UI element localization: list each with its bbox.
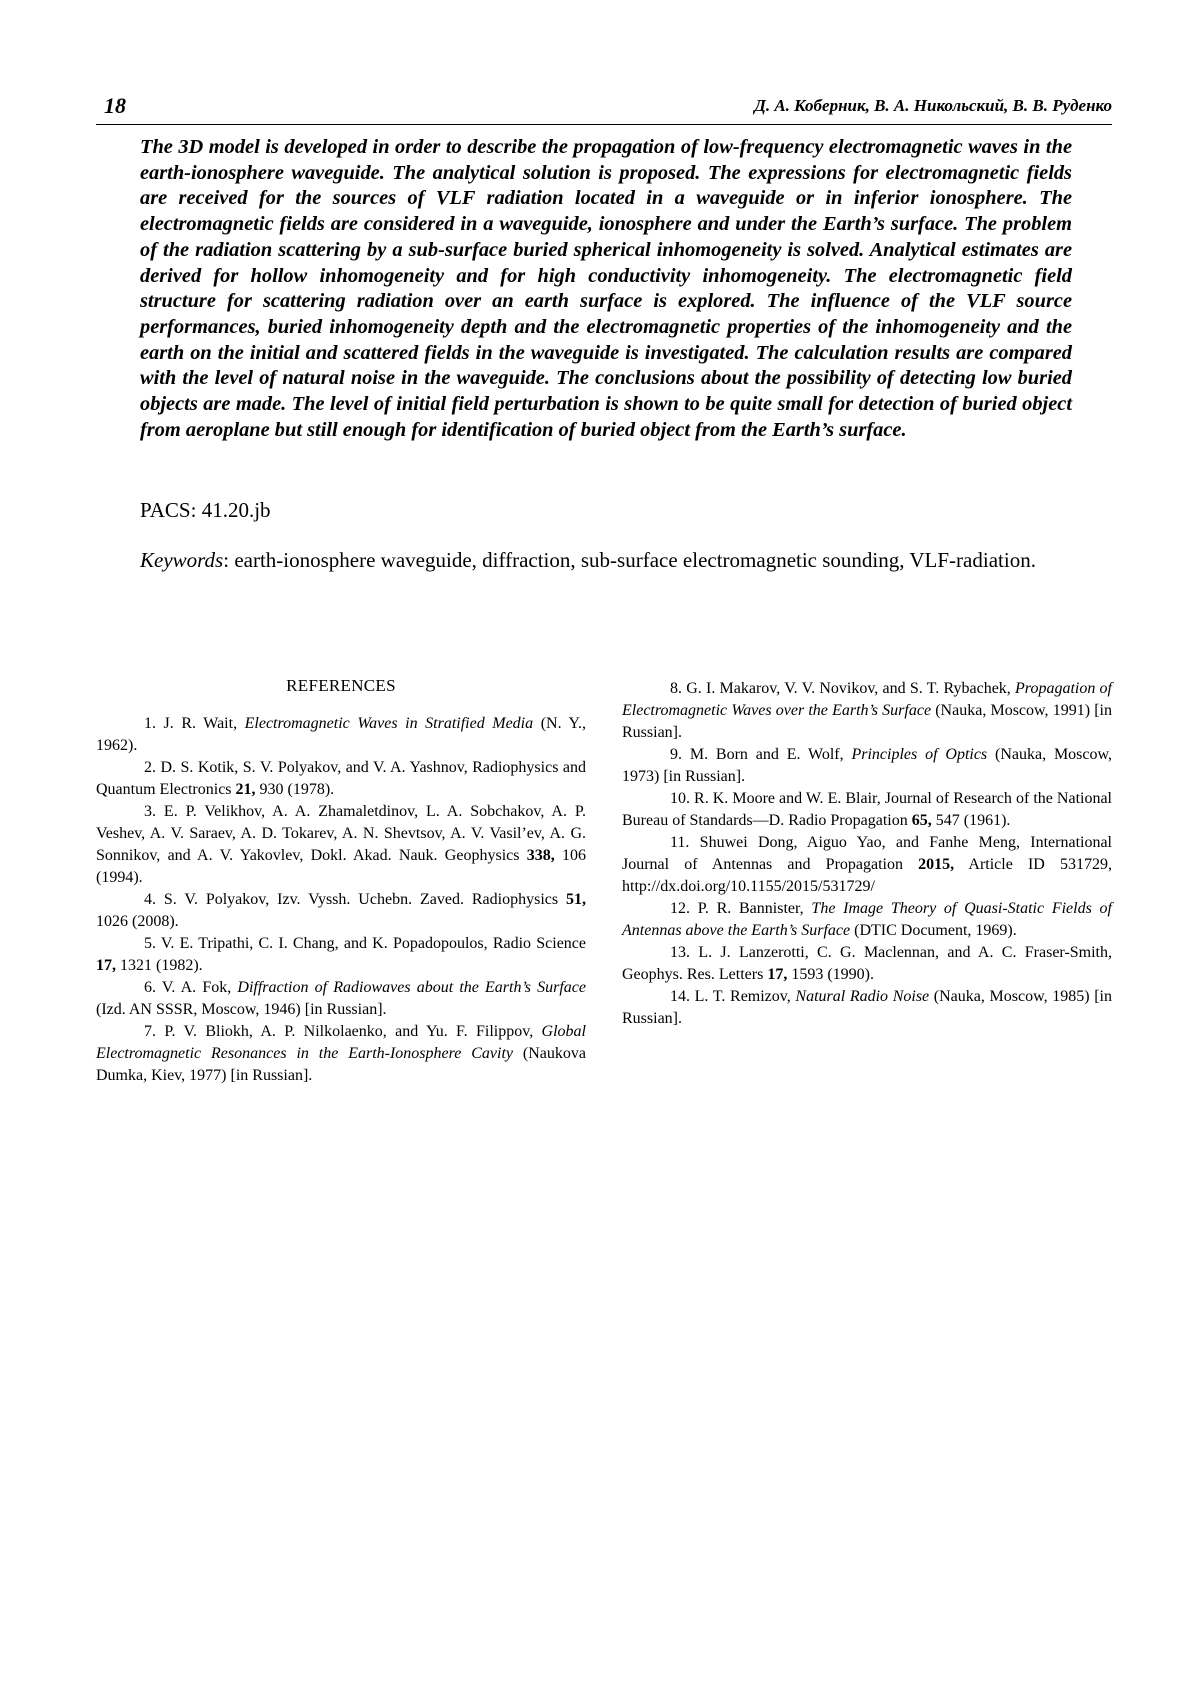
reference-item <box>622 678 1112 744</box>
references-column-left <box>96 675 586 1087</box>
reference-text: Article ID 531729, http://dx.doi.org/10.1155/2015/531729/ <box>622 856 1113 895</box>
reference-text: 4. S. V. Polyakov, Izv. Vyssh. Uchebn. Zaved. Radiophysics <box>144 891 566 908</box>
keywords-label: Keywords <box>140 548 224 572</box>
reference-item <box>96 933 586 977</box>
reference-text: (N. Y., 1962). <box>96 715 587 754</box>
reference-text: 1321 (1982). <box>116 957 203 974</box>
keywords <box>140 547 1072 573</box>
references-column-right <box>622 678 1112 1030</box>
reference-item <box>96 713 586 757</box>
running-header <box>96 90 1112 125</box>
reference-text: (DTIC Document, 1969). <box>850 922 1017 939</box>
reference-text: 10. R. K. Moore and W. E. Blair, Journal of Research of the National Bureau of Standards—D. Radio Propagation <box>622 790 1112 829</box>
reference-text: 12. P. R. Bannister, <box>670 900 812 917</box>
reference-title: The Image Theory of Quasi-Static Fields of Antennas above the Earth’s Surface <box>622 900 1113 939</box>
reference-volume: 65, <box>911 812 932 829</box>
reference-title: Diffraction of Radiowaves about the Earth’s Surface <box>237 979 586 996</box>
reference-item <box>96 889 586 933</box>
reference-title: Electromagnetic Waves in Stratified Media <box>244 715 534 732</box>
reference-text: 1. J. R. Wait, <box>144 715 245 732</box>
reference-text: (Nauka, Moscow, 1985) [in Russian]. <box>622 988 1112 1027</box>
reference-text: 5. V. E. Tripathi, C. I. Chang, and K. Popadopoulos, Radio Science <box>144 935 586 952</box>
header-authors: Д. А. Коберник, В. А. Никольский, В. В. Руденко <box>754 96 1112 115</box>
reference-text: 13. L. J. Lanzerotti, C. G. Maclennan, and A. C. Fraser-Smith, Geophys. Res. Letters <box>622 944 1112 983</box>
reference-volume: 51, <box>566 891 586 908</box>
reference-text: 106 (1994). <box>96 847 586 886</box>
reference-item <box>96 801 586 889</box>
page-number: 18 <box>104 93 126 118</box>
reference-text: 6. V. A. Fok, <box>144 979 238 996</box>
reference-volume: 338, <box>526 847 555 864</box>
reference-item <box>622 942 1112 986</box>
reference-item <box>96 1021 586 1087</box>
reference-text: 1593 (1990). <box>787 966 874 983</box>
reference-item <box>96 977 586 1021</box>
reference-item <box>96 757 586 801</box>
reference-title: Natural Radio Noise <box>795 988 930 1005</box>
reference-item <box>622 788 1112 832</box>
reference-text: 14. L. T. Remizov, <box>670 988 796 1005</box>
reference-item <box>622 744 1112 788</box>
abstract: The 3D model is developed in order to describe the propagation of low-frequency electromagnetic waves in the earth-ionosphere waveguide. The analytical solution is proposed. The expressions for electromagnetic fields are received for the sources of VLF radiation located in a waveguide or in inferior ionosphere. The electromagnetic fields are considered in a waveguide, ionosphere and under the Earth’s surface. The problem of the radiation scattering by a sub-surface buried spherical inhomogeneity is solved. Analytical estimates are derived for hollow inhomogeneity and for high conductivity inhomogeneity. The electromagnetic field structure for scattering radiation over an earth surface is explored. The influence of the VLF source performances, buried inhomogeneity depth and the electromagnetic properties of the inhomogeneity and the earth on the initial and scattered fields in the waveguide is investigated. The calculation results are compared with the level of natural noise in the waveguide. The conclusions about the possibility of detecting low buried objects are made. The level of initial field perturbation is shown to be quite small for detection of buried object from aeroplane but still enough for identification of buried object from the Earth’s surface. <box>140 136 1072 441</box>
reference-title: Global Electromagnetic Resonances in the Earth-Ionosphere Cavity <box>96 1023 586 1062</box>
reference-title: Propagation of Electromagnetic Waves over the Earth’s Surface <box>622 680 1112 719</box>
reference-text: (Nauka, Moscow, 1973) [in Russian]. <box>622 746 1113 785</box>
reference-text: 1026 (2008). <box>96 913 179 930</box>
references-heading: REFERENCES <box>286 676 396 695</box>
reference-text: 11. Shuwei Dong, Aiguo Yao, and Fanhe Meng, International Journal of Antennas and Propagation <box>622 834 1112 873</box>
reference-text: 9. M. Born and E. Wolf, <box>670 746 852 763</box>
reference-volume: 21, <box>235 781 256 798</box>
reference-text: 3. E. P. Velikhov, A. A. Zhamaletdinov, L. A. Sobchakov, A. P. Veshev, A. V. Saraev, A. D. Tokarev, A. N. Shevtsov, A. V. Vasil’ev, A. G. Sonnikov, and A. V. Yakovlev, Dokl. Akad. Nauk. Geophysics <box>96 803 586 864</box>
reference-volume: 17, <box>767 966 788 983</box>
reference-volume: 17, <box>96 957 116 974</box>
keywords-text: : earth-ionosphere waveguide, diffraction, sub-surface electromagnetic sounding, VLF-radiation. <box>223 548 1036 572</box>
reference-text: 7. P. V. Bliokh, A. P. Nilkolaenko, and Yu. F. Filippov, <box>144 1023 542 1040</box>
reference-title: Principles of Optics <box>851 746 988 763</box>
reference-text: (Naukova Dumka, Kiev, 1977) [in Russian]. <box>96 1045 586 1084</box>
reference-item <box>622 986 1112 1030</box>
reference-volume: 2015, <box>918 856 955 873</box>
pacs-code: PACS: 41.20.jb <box>140 498 271 522</box>
reference-item <box>622 832 1112 898</box>
reference-text: 8. G. I. Makarov, V. V. Novikov, and S. T. Rybachek, <box>670 680 1016 697</box>
reference-text: (Izd. AN SSSR, Moscow, 1946) [in Russian]. <box>96 1001 387 1018</box>
reference-item <box>622 898 1112 942</box>
reference-text: 930 (1978). <box>255 781 335 798</box>
reference-text: 547 (1961). <box>931 812 1011 829</box>
reference-text: (Nauka, Moscow, 1991) [in Russian]. <box>622 702 1112 741</box>
reference-text: 2. D. S. Kotik, S. V. Polyakov, and V. A. Yashnov, Radiophysics and Quantum Electronics <box>96 759 586 798</box>
